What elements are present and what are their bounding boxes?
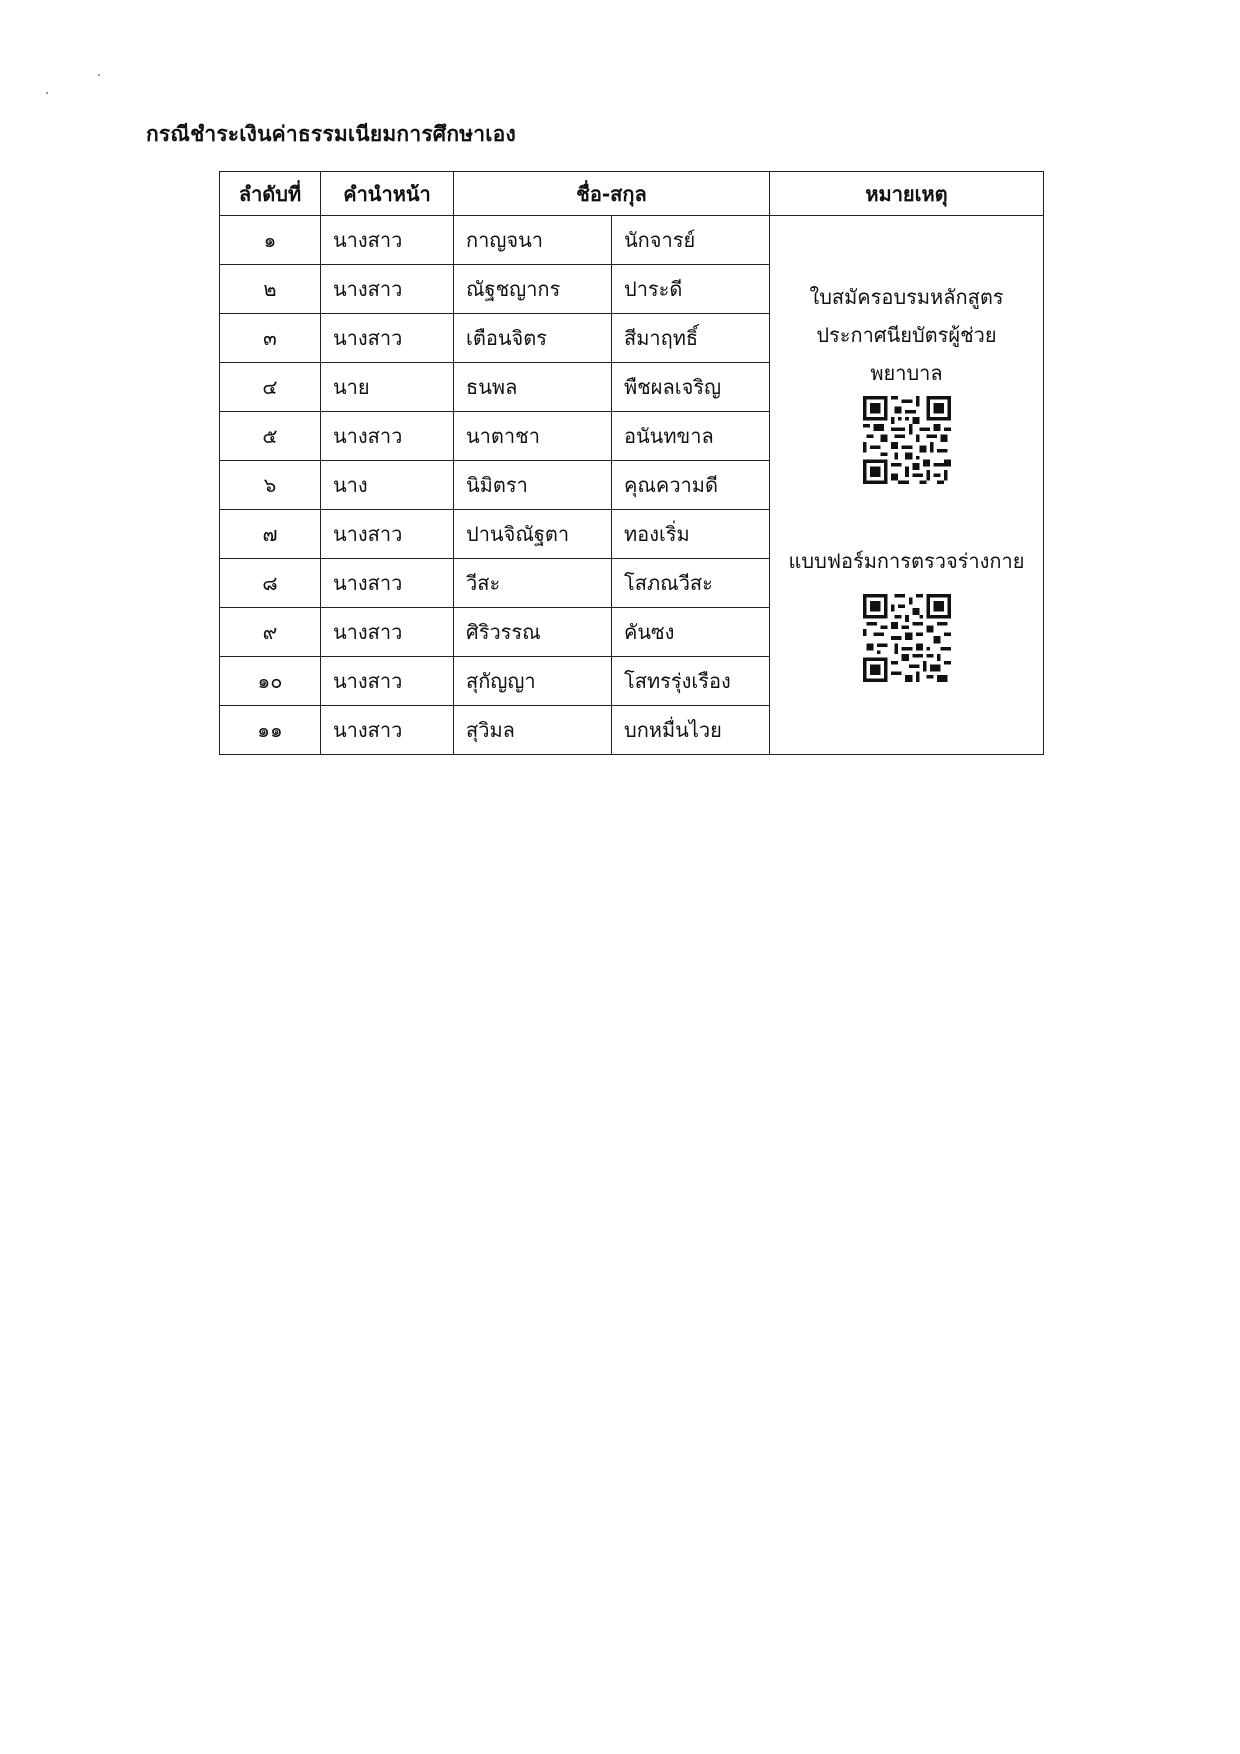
application-note-line: ใบสมัครอบรมหลักสูตร: [809, 285, 1004, 309]
cell-prefix: นางสาว: [321, 608, 454, 657]
cell-last-name: นักจารย์: [612, 216, 770, 265]
cell-prefix: นางสาว: [321, 314, 454, 363]
cell-first-name: นาตาชา: [454, 412, 612, 461]
cell-prefix: นาย: [321, 363, 454, 412]
cell-first-name: ศิริวรรณ: [454, 608, 612, 657]
header-note: หมายเหตุ: [770, 172, 1044, 216]
cell-last-name: คันซง: [612, 608, 770, 657]
cell-first-name: สุกัญญา: [454, 657, 612, 706]
cell-last-name: พืชผลเจริญ: [612, 363, 770, 412]
cell-first-name: ปานจิณัฐตา: [454, 510, 612, 559]
cell-last-name: คุณความดี: [612, 461, 770, 510]
cell-prefix: นางสาว: [321, 657, 454, 706]
cell-last-name: อนันทขาล: [612, 412, 770, 461]
header-name: ชื่อ-สกุล: [454, 172, 770, 216]
scan-speck: [46, 92, 48, 94]
cell-first-name: เตือนจิตร: [454, 314, 612, 363]
cell-prefix: นางสาว: [321, 216, 454, 265]
application-note-line: ประกาศนียบัตรผู้ช่วย: [816, 323, 997, 347]
cell-last-name: บกหมื่นไวย: [612, 706, 770, 755]
page-heading: กรณีชำระเงินค่าธรรมเนียมการศึกษาเอง: [146, 122, 516, 146]
cell-prefix: นางสาว: [321, 265, 454, 314]
cell-order-no: ๑๐: [220, 657, 321, 706]
notes-cell: [770, 216, 1044, 755]
cell-first-name: ณัฐชญากร: [454, 265, 612, 314]
cell-prefix: นาง: [321, 461, 454, 510]
cell-first-name: สุวิมล: [454, 706, 612, 755]
application-note-line: พยาบาล: [870, 361, 943, 385]
qr-code-icon[interactable]: [863, 594, 951, 682]
cell-order-no: ๔: [220, 363, 321, 412]
cell-last-name: ปาระดี: [612, 265, 770, 314]
cell-prefix: นางสาว: [321, 559, 454, 608]
exam-form-note: [770, 542, 1043, 687]
cell-last-name: สีมาฤทธิ์: [612, 314, 770, 363]
scan-speck: [98, 74, 100, 76]
cell-order-no: ๑: [220, 216, 321, 265]
header-prefix: คำนำหน้า: [321, 172, 454, 216]
cell-prefix: นางสาว: [321, 412, 454, 461]
cell-last-name: โสภณวีสะ: [612, 559, 770, 608]
cell-first-name: กาญจนา: [454, 216, 612, 265]
cell-order-no: ๖: [220, 461, 321, 510]
cell-order-no: ๗: [220, 510, 321, 559]
header-order-no: ลำดับที่: [220, 172, 321, 216]
cell-order-no: ๘: [220, 559, 321, 608]
qr-code-icon[interactable]: [863, 396, 951, 484]
cell-first-name: นิมิตรา: [454, 461, 612, 510]
cell-first-name: วีสะ: [454, 559, 612, 608]
cell-order-no: ๒: [220, 265, 321, 314]
cell-order-no: ๙: [220, 608, 321, 657]
exam-form-label: แบบฟอร์มการตรวจร่างกาย: [788, 549, 1025, 573]
cell-order-no: ๑๑: [220, 706, 321, 755]
cell-first-name: ธนพล: [454, 363, 612, 412]
trainee-table: [219, 171, 1044, 755]
cell-last-name: ทองเริ่ม: [612, 510, 770, 559]
cell-prefix: นางสาว: [321, 706, 454, 755]
application-note: [770, 278, 1043, 489]
cell-order-no: ๕: [220, 412, 321, 461]
table-row: [220, 216, 1044, 265]
cell-order-no: ๓: [220, 314, 321, 363]
table-header-row: [220, 172, 1044, 216]
cell-prefix: นางสาว: [321, 510, 454, 559]
cell-last-name: โสทรรุ่งเรือง: [612, 657, 770, 706]
